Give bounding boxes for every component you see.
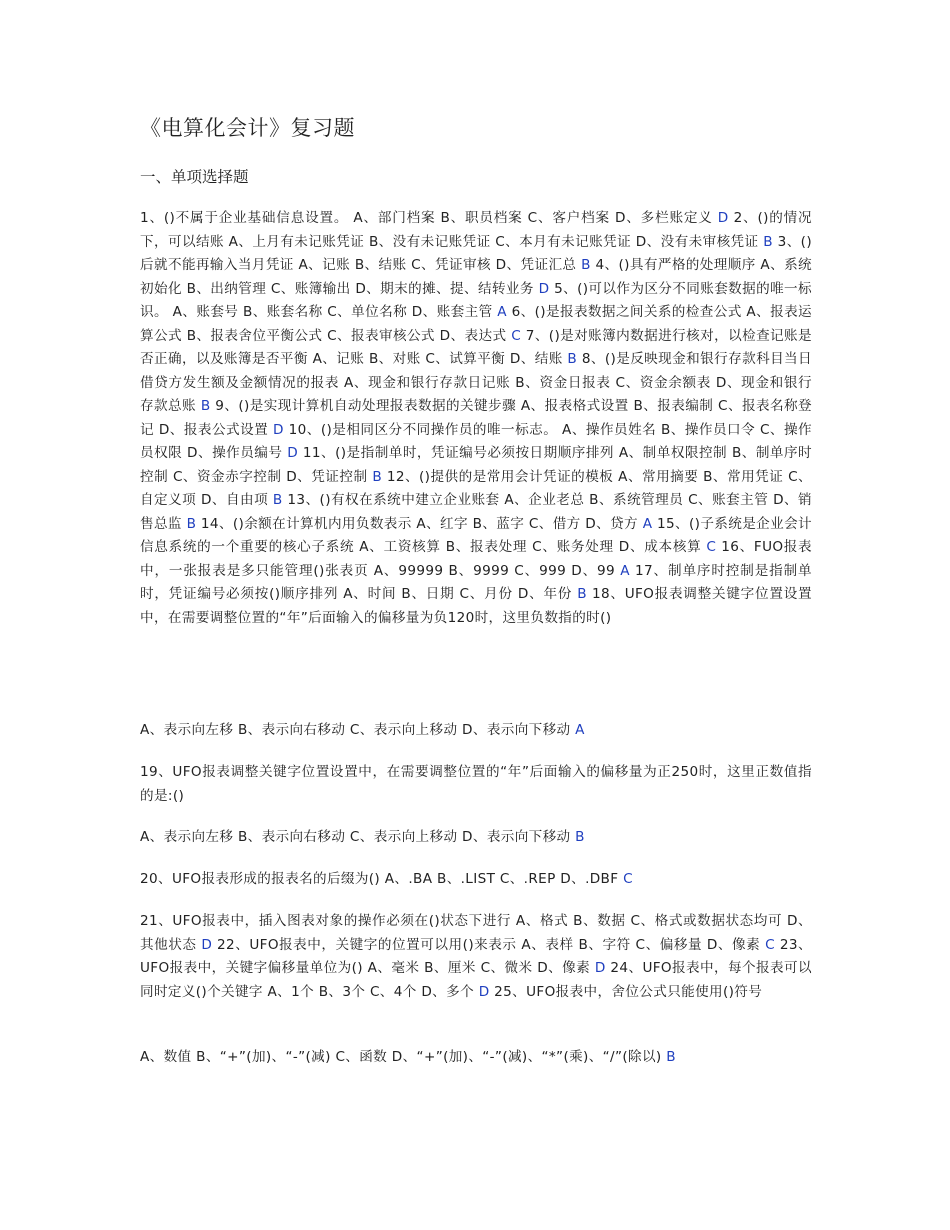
question-text: 21、UFO报表中，插入图表对象的操作必须在()状态下进行 A、格式 B、数据 C、格式或数据状态均可 D、其他状态 [140, 913, 812, 953]
answer-letter: A [575, 722, 585, 738]
question-text: 3、()后就不能再输入当月凭证 A、记账 B、结账 C、凭证审核 D、凭证汇总 [140, 233, 812, 273]
paragraph-question-20 [140, 868, 812, 892]
question-text: 19、UFO报表调整关键字位置设置中，在需要调整位置的“年”后面输入的偏移量为正250时，这里正数值指的是:() [140, 764, 812, 804]
question-text: 11、()是指制单时，凭证编号必须按日期顺序排列 A、制单权限控制 B、制单序时控制 C、资金赤字控制 D、凭证控制 [140, 445, 813, 485]
document-title: 《电算化会计》复习题 [140, 116, 355, 140]
paragraph-question-19 [140, 761, 812, 808]
paragraph-options-25 [140, 1046, 812, 1070]
answer-letter: C [706, 539, 717, 555]
question-text: 10、()是相同区分不同操作员的唯一标志。 A、操作员姓名 B、操作员口令 C、操作员权限 D、操作员编号 [140, 421, 812, 461]
answer-letter: D [287, 445, 299, 461]
question-text: 9、()是实现计算机自动处理报表数据的关键步骤 A、报表格式设置 B、报表编制 C、报表名称登记 D、报表公式设置 [140, 398, 812, 438]
question-text: 4、()具有严格的处理顺序 A、系统初始化 B、出纳管理 C、账簿输出 D、期末的摊、提、结转业务 [140, 257, 812, 297]
question-text: 22、UFO报表中，关键字的位置可以用()来表示 A、表样 B、字符 C、偏移量 D、像素 [212, 936, 766, 953]
question-text: 20、UFO报表形成的报表名的后缀为() A、.BA B、.LIST C、.REP D、.DBF [140, 871, 624, 887]
question-text: 5、()可以作为区分不同账套数据的唯一标识。 A、账套号 B、账套名称 C、单位名称 D、账套主管 [140, 280, 812, 320]
answer-letter: B [577, 586, 587, 602]
section-heading: 一、单项选择题 [140, 168, 249, 186]
answer-letter: A [642, 515, 653, 532]
answer-letter: B [200, 398, 211, 414]
question-text: 14、()余额在计算机内用负数表示 A、红字 B、蓝字 C、借方 D、贷方 [196, 515, 643, 532]
answer-letter: C [623, 871, 633, 887]
question-text: 18、UFO报表调整关键字位置设置中，在需要调整位置的“年”后面输入的偏移量为负120时，这里负数指的时() [140, 586, 812, 626]
answer-letter: B [372, 468, 383, 485]
answer-letter: D [594, 960, 606, 976]
paragraph-options-19 [140, 826, 812, 850]
question-text: 7、()是对账簿内数据进行核对，以检查记账是否正确，以及账簿是否平衡 A、记账 B、对账 C、试算平衡 D、结账 [140, 327, 812, 367]
answer-letter: B [763, 233, 773, 250]
question-text: 16、FUO报表中，一张报表是多只能管理()张表页 A、99999 B、9999 C、999 D、99 [140, 539, 812, 579]
question-text: 1、()不属于企业基础信息设置。 A、部门档案 B、职员档案 C、客户档案 D、多栏账定义 [140, 210, 718, 226]
question-text: 8、()是反映现金和银行存款科目当日借贷方发生额及金额情况的报表 A、现金和银行存款日记账 B、资金日报表 C、资金余额表 D、现金和银行存款总账 [140, 351, 812, 414]
paragraph-questions-1-18 [140, 207, 812, 630]
question-text: 12、()提供的是常用会计凭证的模板 A、常用摘要 B、常用凭证 C、自定义项 D、自由项 [140, 468, 812, 508]
paragraph-options-18 [140, 719, 812, 743]
answer-letter: A [497, 304, 507, 320]
question-text: 17、制单序时控制是指制单时，凭证编号必须按()顺序排列 A、时间 B、日期 C、月份 D、年份 [140, 562, 812, 602]
question-text: 15、()子系统是企业会计信息系统的一个重要的核心子系统 A、工资核算 B、报表处理 C、账务处理 D、成本核算 [140, 515, 812, 555]
question-text: 13、()有权在系统中建立企业账套 A、企业老总 B、系统管理员 C、账套主管 D、销售总监 [140, 492, 812, 532]
answer-letter: C [511, 327, 522, 344]
answer-letter: D [717, 210, 729, 226]
answer-letter: B [575, 829, 585, 845]
answer-letter: B [567, 351, 578, 367]
question-text: 24、UFO报表中，每个报表可以同时定义()个关键字 A、1个 B、3个 C、4个 D、多个 [140, 960, 812, 1000]
answer-letter: A [620, 562, 630, 579]
question-text: A、表示向左移 B、表示向右移动 C、表示向上移动 D、表示向下移动 [140, 722, 576, 738]
answer-letter: B [186, 515, 197, 532]
answer-letter: D [273, 421, 284, 438]
question-text: 2、()的情况下，可以结账 A、上月有未记账凭证 B、没有未记账凭证 C、本月有未记账凭证 D、没有未审核凭证 [140, 210, 812, 250]
question-text: A、表示向左移 B、表示向右移动 C、表示向上移动 D、表示向下移动 [140, 829, 576, 845]
paragraph-questions-21-25 [140, 910, 812, 1004]
answer-letter: D [538, 280, 550, 297]
question-text: 23、UFO报表中，关键字偏移量单位为() A、毫米 B、厘米 C、微米 D、像素 [140, 936, 812, 976]
answer-letter: D [478, 983, 490, 1000]
answer-letter: B [272, 492, 283, 508]
answer-letter: D [201, 936, 213, 953]
question-text: 25、UFO报表中，舍位公式只能使用()符号 [489, 983, 763, 1000]
question-text: 6、()是报表数据之间关系的检查公式 A、报表运算公式 B、报表舍位平衡公式 C、报表审核公式 D、表达式 [140, 304, 812, 344]
answer-letter: B [581, 257, 591, 273]
answer-letter: C [765, 936, 775, 953]
answer-letter: B [666, 1049, 676, 1065]
question-text: A、数值 B、“+”(加)、“-”(减) C、函数 D、“+”(加)、“-”(减)、“*”(乘)、“/”(除以) [140, 1049, 667, 1065]
